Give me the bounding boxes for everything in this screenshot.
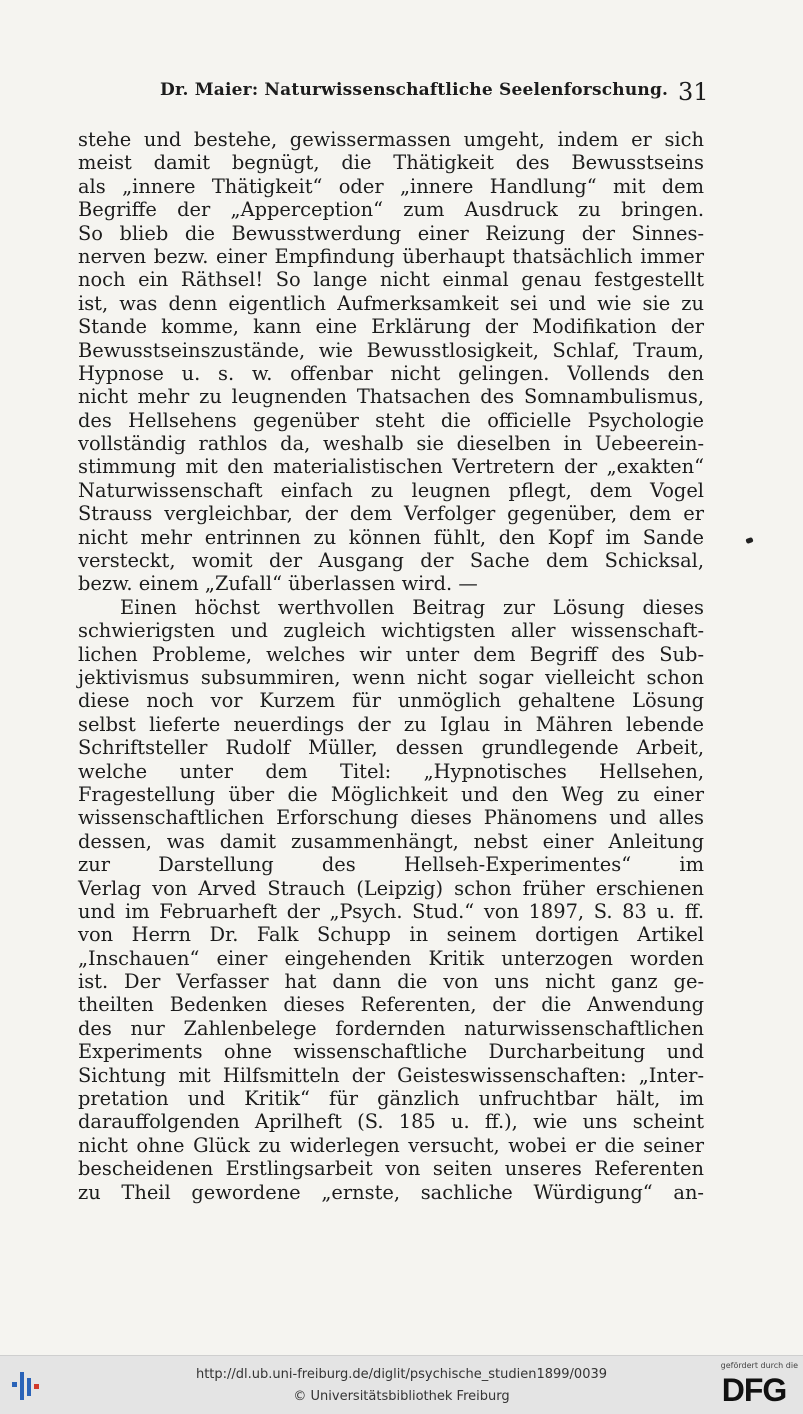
- text-line: Naturwissenschaft einfach zu leugnen pflegt, dem Vogel: [78, 478, 704, 502]
- margin-ink-mark: [745, 537, 753, 544]
- text-line: wissenschaftlichen Erforschung dieses Phänomens und alles: [78, 806, 704, 830]
- text-line: nicht mehr zu leugnenden Thatsachen des Somnambulismus,: [78, 385, 704, 409]
- text-line: stimmung mit den materialistischen Vertretern der „exakten“: [78, 455, 704, 479]
- page-number: 31: [678, 78, 709, 106]
- text-line: nicht mehr entrinnen zu können fühlt, den Kopf im Sande: [78, 525, 704, 549]
- text-line: schwierigsten und zugleich wichtigsten aller wissenschaft-: [78, 619, 704, 643]
- text-line: ist, was denn eigentlich Aufmerksamkeit sei und wie sie zu: [78, 291, 704, 315]
- text-line: welche unter dem Titel: „Hypnotisches Hellsehen,: [78, 759, 704, 783]
- text-line: theilten Bedenken dieses Referenten, der die Anwendung: [78, 993, 704, 1017]
- text-line: selbst lieferte neuerdings der zu Iglau in Mähren lebende: [78, 712, 704, 736]
- text-line: noch ein Räthsel! So lange nicht einmal genau festgestellt: [78, 268, 704, 292]
- text-line: des Hellsehens gegenüber steht die officielle Psychologie: [78, 408, 704, 432]
- text-line: und im Februarheft der „Psych. Stud.“ von 1897, S. 83 u. ff.: [78, 899, 704, 923]
- text-line: So blieb die Bewusstwerdung einer Reizung der Sinnes-: [78, 221, 704, 245]
- text-line: von Herrn Dr. Falk Schupp in seinem dortigen Artikel: [78, 923, 704, 947]
- text-line: lichen Probleme, welches wir unter dem Begriff des Sub-: [78, 642, 704, 666]
- text-line: Strauss vergleichbar, der dem Verfolger gegenüber, dem er: [78, 502, 704, 526]
- text-line: Verlag von Arved Strauch (Leipzig) schon früher erschienen: [78, 876, 704, 900]
- text-line: stehe und bestehe, gewissermassen umgeht, indem er sich: [78, 128, 704, 151]
- text-line: pretation und Kritik“ für gänzlich unfruchtbar hält, im: [78, 1087, 704, 1111]
- dfg-logo-icon: [710, 1372, 798, 1406]
- text-line: Bewusstseinszustände, wie Bewusstlosigkeit, Schlaf, Traum,: [78, 338, 704, 362]
- text-line: jektivismus subsummiren, wenn nicht sogar vielleicht schon: [78, 665, 704, 689]
- footer-bar: [0, 1355, 803, 1414]
- text-line: versteckt, womit der Ausgang der Sache dem Schicksal,: [78, 549, 704, 573]
- text-line: Begriffe der „Apperception“ zum Ausdruck zu bringen.: [78, 198, 704, 222]
- text-line: Hypnose u. s. w. offenbar nicht gelingen. Vollends den: [78, 361, 704, 385]
- text-line: Experiments ohne wissenschaftliche Durcharbeitung und: [78, 1040, 704, 1064]
- body-text: [78, 128, 704, 1204]
- text-line: Sichtung mit Hilfsmitteln der Geisteswissenschaften: „Inter-: [78, 1063, 704, 1087]
- text-line: ist. Der Verfasser hat dann die von uns nicht ganz ge-: [78, 970, 704, 994]
- text-line: als „innere Thätigkeit“ oder „innere Handlung“ mit dem: [78, 174, 704, 198]
- text-line: meist damit begnügt, die Thätigkeit des Bewusstseins: [78, 151, 704, 175]
- text-line: nerven bezw. einer Empfindung überhaupt thatsächlich immer: [78, 244, 704, 268]
- text-line: zur Darstellung des Hellseh-Experimentes“ im: [78, 853, 704, 877]
- running-title: Dr. Maier: Naturwissenschaftliche Seelenforschung.: [160, 80, 669, 100]
- text-line: nicht ohne Glück zu widerlegen versucht, wobei er die seiner: [78, 1133, 704, 1157]
- text-line: „Inschauen“ einer eingehenden Kritik unterzogen worden: [78, 946, 704, 970]
- text-line: Schriftsteller Rudolf Müller, dessen grundlegende Arbeit,: [78, 736, 704, 760]
- text-line: darauffolgenden Aprilheft (S. 185 u. ff.), wie uns scheint: [78, 1110, 704, 1134]
- copyright-notice: © Universitätsbibliothek Freiburg: [293, 1389, 510, 1404]
- text-line: vollständig rathlos da, weshalb sie dieselben in Uebeerein-: [78, 432, 704, 456]
- sponsor-caption: gefördert durch die: [720, 1361, 798, 1370]
- text-line: dessen, was damit zusammenhängt, nebst einer Anleitung: [78, 829, 704, 853]
- text-line: Stande komme, kann eine Erklärung der Modifikation der: [78, 315, 704, 339]
- text-line: des nur Zahlenbelege fordernden naturwissenschaftlichen: [78, 1016, 704, 1040]
- text-line: diese noch vor Kurzem für unmöglich gehaltene Lösung: [78, 689, 704, 713]
- dfg-logo-text: DFG: [721, 1372, 787, 1406]
- source-url[interactable]: http://dl.ub.uni-freiburg.de/diglit/psychische_studien1899/0039: [195, 1367, 608, 1382]
- text-line: Fragestellung über die Möglichkeit und den Weg zu einer: [78, 782, 704, 806]
- text-line: zu Theil gewordene „ernste, sachliche Würdigung“ an-: [78, 1180, 704, 1204]
- text-line: bescheidenen Erstlingsarbeit von seiten unseres Referenten: [78, 1157, 704, 1181]
- text-line: Einen höchst werthvollen Beitrag zur Lösung dieses: [120, 595, 704, 619]
- text-line: bezw. einem „Zufall“ überlassen wird. —: [78, 572, 478, 596]
